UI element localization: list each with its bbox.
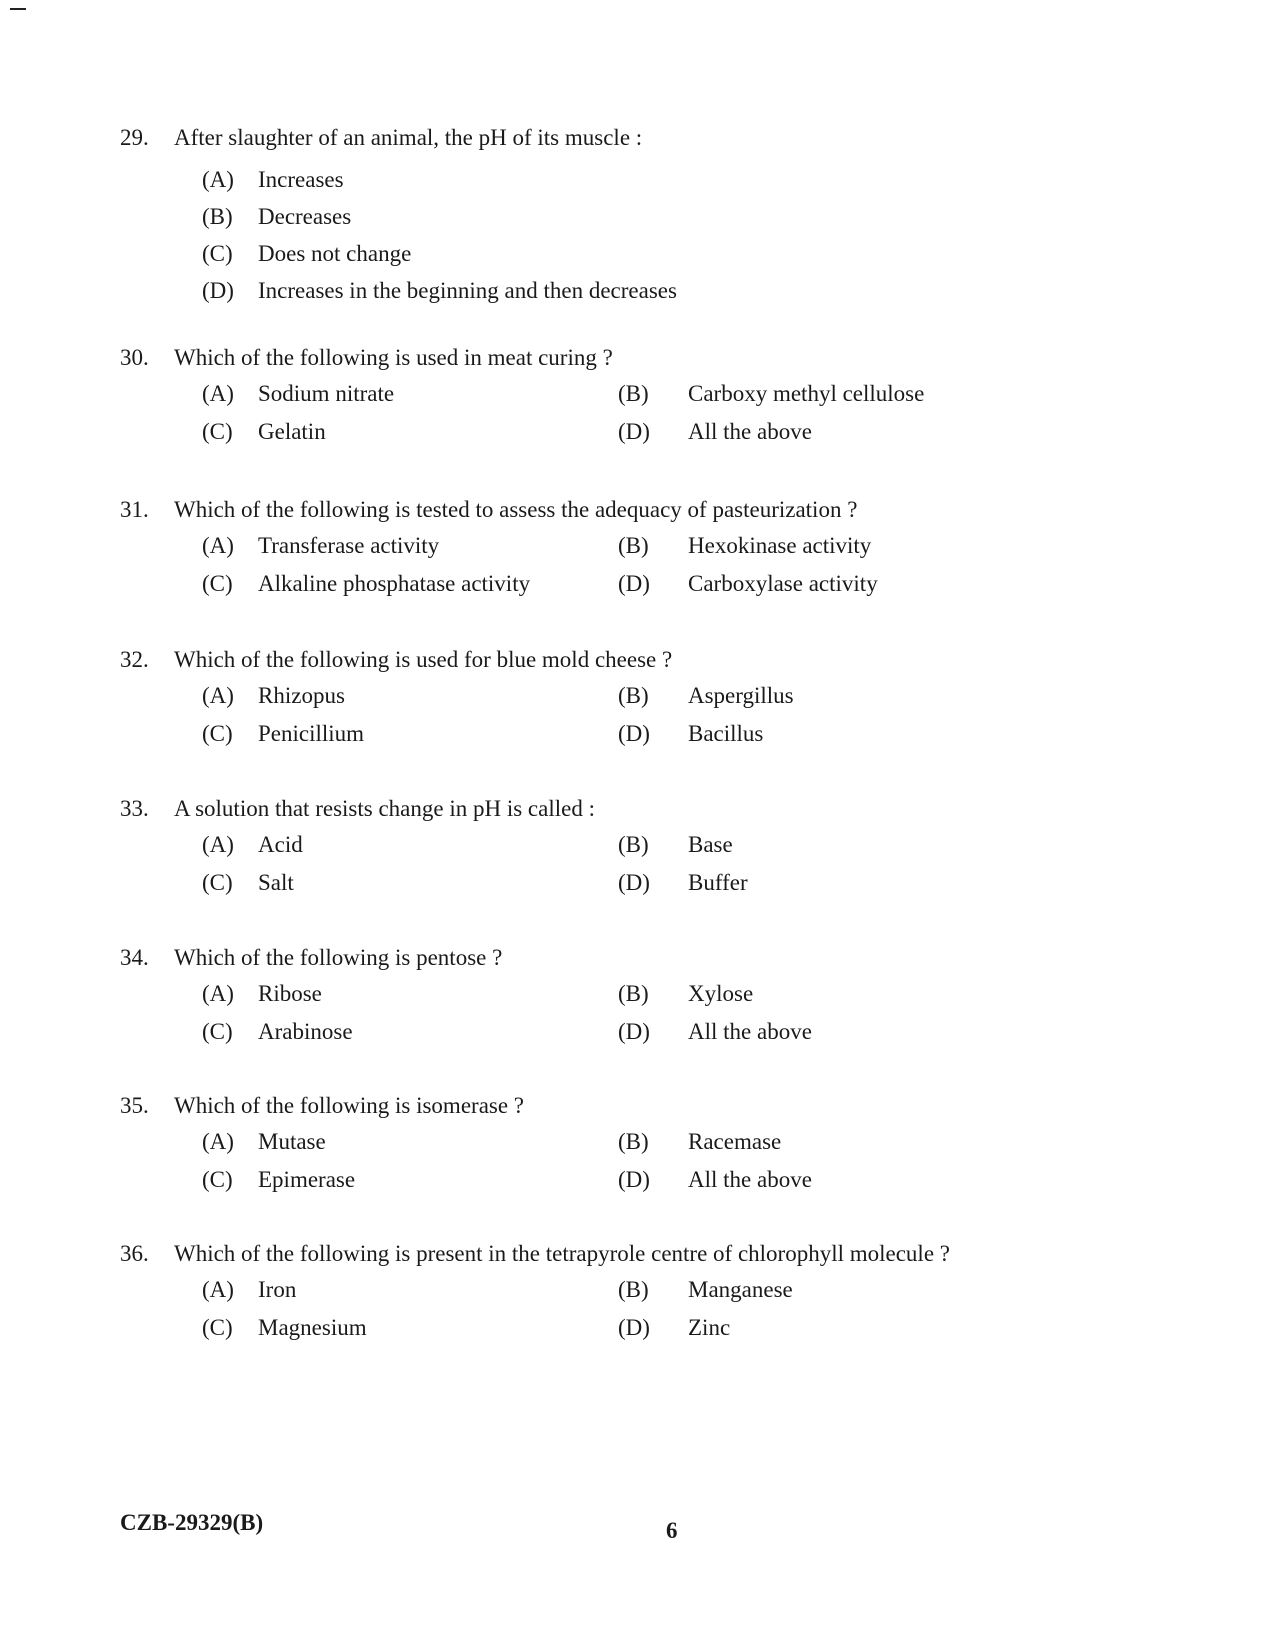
question-stem [120,1091,1120,1121]
question-30 [120,343,1120,455]
option-label: (D) [618,1167,650,1192]
option-d [618,719,763,757]
question-stem [120,123,1120,153]
question-number: 32. [120,647,149,672]
question-35 [120,1091,1120,1203]
option-text: Manganese [688,1277,793,1302]
options-row-2 [202,417,1120,455]
option-c [202,569,618,607]
option-text: Aspergillus [688,683,794,708]
option-b [618,379,924,417]
option-label: (A) [202,1277,234,1302]
question-stem [120,343,1120,373]
option-text: Ribose [258,981,322,1006]
option-label: (D) [202,278,234,303]
option-label: (D) [618,571,650,596]
option-text: Carboxy methyl cellulose [688,381,925,406]
options-row-1 [202,681,1120,719]
option-a [202,979,618,1017]
option-d [202,276,1120,313]
option-b [202,202,1120,239]
option-label: (B) [618,381,649,406]
option-text: Bacillus [688,721,764,746]
option-label: (D) [618,1315,650,1340]
option-c [202,1017,618,1055]
option-text: Salt [258,870,294,895]
option-d [618,569,878,607]
option-c [202,417,618,455]
option-label: (B) [202,204,233,229]
option-label: (D) [618,870,650,895]
option-label: (B) [618,533,649,558]
question-number: 29. [120,125,149,150]
question-text: A solution that resists change in pH is called : [174,796,595,821]
option-d [618,1017,812,1055]
question-number: 31. [120,497,149,522]
option-text: Acid [258,832,303,857]
option-label: (B) [618,683,649,708]
option-b [618,681,794,719]
option-text: Increases [258,167,344,192]
option-a [202,1275,618,1313]
question-number: 33. [120,796,149,821]
question-number: 30. [120,345,149,370]
option-label: (B) [618,832,649,857]
option-label: (C) [202,419,233,444]
option-text: All the above [688,1167,812,1192]
option-c [202,1165,618,1203]
option-label: (B) [618,1129,649,1154]
option-label: (C) [202,721,233,746]
option-label: (A) [202,1129,234,1154]
option-label: (C) [202,1019,233,1044]
options-row-2 [202,569,1120,607]
options-row-2 [202,1313,1120,1351]
option-label: (A) [202,683,234,708]
option-label: (A) [202,381,234,406]
option-d [618,1165,812,1203]
option-label: (A) [202,167,234,192]
question-36 [120,1239,1120,1351]
option-text: Xylose [688,981,754,1006]
options-row-1 [202,531,1120,569]
options-row-2 [202,1165,1120,1203]
question-stem [120,495,1120,525]
option-text: Sodium nitrate [258,381,395,406]
option-text: Penicillium [258,721,365,746]
option-d [618,417,812,455]
question-text: Which of the following is tested to assess the adequacy of pasteurization ? [174,497,858,522]
question-number: 34. [120,945,149,970]
option-label: (A) [202,832,234,857]
option-text: Buffer [688,870,748,895]
options-row-2 [202,1017,1120,1055]
question-text: After slaughter of an animal, the pH of its muscle : [174,125,643,150]
option-text: All the above [688,1019,812,1044]
option-text: Arabinose [258,1019,353,1044]
option-b [618,979,753,1017]
option-a [202,379,618,417]
option-text: All the above [688,419,812,444]
options-row-1 [202,979,1120,1017]
option-d [618,1313,730,1351]
question-text: Which of the following is used for blue mold cheese ? [174,647,673,672]
option-text: Transferase activity [258,533,440,558]
option-c [202,868,618,906]
option-label: (C) [202,1167,233,1192]
option-label: (B) [618,1277,649,1302]
question-text: Which of the following is used in meat curing ? [174,345,613,370]
question-stem [120,1239,1120,1269]
option-label: (C) [202,870,233,895]
option-text: Racemase [688,1129,782,1154]
option-label: (C) [202,241,233,266]
option-b [618,1275,793,1313]
option-b [618,830,733,868]
option-b [618,1127,781,1165]
option-label: (A) [202,533,234,558]
question-29 [120,123,1120,313]
question-text: Which of the following is present in the tetrapyrole centre of chlorophyll molecule ? [174,1241,950,1266]
option-a [202,681,618,719]
option-a [202,165,1120,202]
option-text: Base [688,832,733,857]
option-label: (D) [618,419,650,444]
question-stem [120,943,1120,973]
question-33 [120,794,1120,906]
question-34 [120,943,1120,1055]
options-row-2 [202,868,1120,906]
option-text: Gelatin [258,419,326,444]
options-row-1 [202,1275,1120,1313]
option-label: (D) [618,1019,650,1044]
option-label: (C) [202,1315,233,1340]
corner-mark [10,8,26,10]
question-text: Which of the following is isomerase ? [174,1093,525,1118]
question-text: Which of the following is pentose ? [174,945,503,970]
booklet-code: CZB-29329(B) [120,1510,264,1535]
question-31 [120,495,1120,607]
option-text: Epimerase [258,1167,356,1192]
options-row-1 [202,379,1120,417]
option-text: Zinc [688,1315,731,1340]
option-text: Carboxylase activity [688,571,878,596]
page-number: 6 [666,1518,678,1543]
option-label: (D) [618,721,650,746]
option-c [202,719,618,757]
option-a [202,830,618,868]
option-text: Increases in the beginning and then decreases [258,278,677,303]
option-text: Hexokinase activity [688,533,872,558]
option-text: Mutase [258,1129,326,1154]
options-row-1 [202,830,1120,868]
options-row-1 [202,1127,1120,1165]
option-b [618,531,871,569]
option-label: (A) [202,981,234,1006]
option-text: Iron [258,1277,297,1302]
option-label: (C) [202,571,233,596]
question-number: 35. [120,1093,149,1118]
question-number: 36. [120,1241,149,1266]
question-stem [120,645,1120,675]
option-c [202,239,1120,276]
option-text: Alkaline phosphatase activity [258,571,531,596]
option-label: (B) [618,981,649,1006]
option-c [202,1313,618,1351]
option-text: Does not change [258,241,412,266]
option-a [202,531,618,569]
option-text: Decreases [258,204,352,229]
options-row-2 [202,719,1120,757]
question-32 [120,645,1120,757]
question-stem [120,794,1120,824]
option-text: Rhizopus [258,683,345,708]
option-a [202,1127,618,1165]
option-text: Magnesium [258,1315,367,1340]
option-d [618,868,748,906]
